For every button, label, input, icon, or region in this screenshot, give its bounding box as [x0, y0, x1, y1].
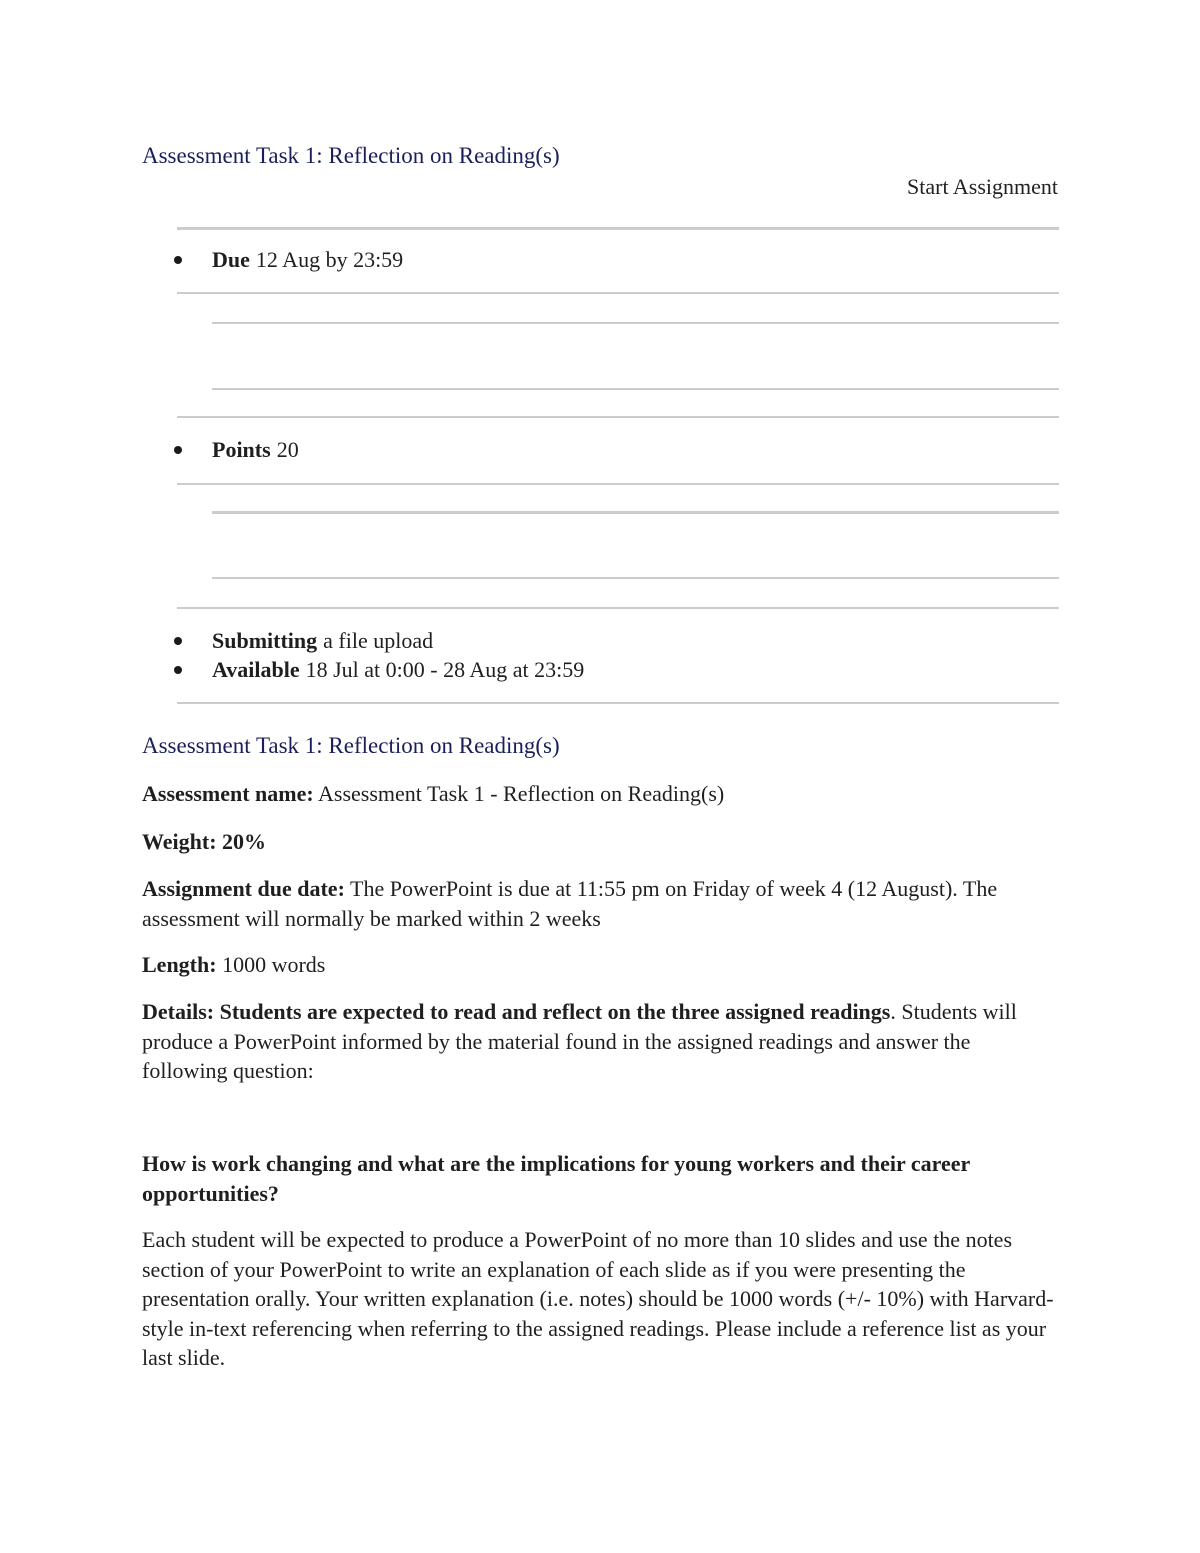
details-paragraph: [142, 997, 1060, 1086]
divider: [177, 483, 1059, 485]
submitting-value: a file upload: [323, 628, 434, 653]
available-label: Available: [212, 657, 300, 682]
instructions-paragraph: Each student will be expected to produce a PowerPoint of no more than 10 slides and use the notes section of your PowerPoint to write an explanation of each slide as if you were presenting the presentation orally. Your written explanation (i.e. notes) should be 1000 words (+/- 10%) with Harvard-style in-text referencing when referring to the assigned readings. Please include a reference list as your last slide.: [142, 1227, 1054, 1370]
assessment-name-label: Assessment name:: [142, 781, 314, 806]
length-value: 1000 words: [222, 952, 326, 977]
points-label: Points: [212, 437, 271, 462]
assessment-name-value: Assessment Task 1 - Reflection on Reading(s): [318, 781, 725, 806]
divider: [212, 322, 1059, 324]
question: How is work changing and what are the implications for young workers and their career opportunities?: [142, 1151, 970, 1206]
list-item-points: [174, 437, 299, 463]
divider: [177, 416, 1059, 418]
points-value: 20: [276, 437, 299, 462]
details-bold-text: Students are expected to read and reflect on the three assigned readings: [219, 999, 891, 1024]
description-title: Assessment Task 1: Reflection on Reading(s): [142, 733, 560, 758]
length-label: Length:: [142, 952, 217, 977]
submitting-label: Submitting: [212, 628, 318, 653]
page-title: Assessment Task 1: Reflection on Reading(s): [142, 143, 560, 168]
list-item-available: [174, 657, 584, 683]
divider: [177, 227, 1059, 230]
divider: [212, 577, 1059, 579]
divider: [177, 292, 1059, 294]
due-date: [142, 874, 1060, 933]
due-date-label: Assignment due date:: [142, 876, 345, 901]
list-item-due: [174, 247, 403, 273]
available-value: 18 Jul at 0:00 - 28 Aug at 23:59: [305, 657, 585, 682]
bullet-icon: [174, 446, 182, 454]
divider: [212, 511, 1059, 514]
due-label: Due: [212, 247, 250, 272]
divider: [212, 388, 1059, 390]
list-item-submitting: [174, 628, 433, 654]
details-text: . Students will produce a PowerPoint informed by the material found in the assigned readings and answer the following question:: [142, 999, 1017, 1083]
assessment-name: [142, 779, 1060, 809]
weight: Weight: 20%: [142, 829, 267, 854]
bullet-icon: [174, 637, 182, 645]
divider: [177, 702, 1059, 704]
length: [142, 950, 1060, 980]
bullet-icon: [174, 666, 182, 674]
due-date-value: The PowerPoint is due at 11:55 pm on Friday of week 4 (12 August). The assessment will normally be marked within 2 weeks: [142, 876, 998, 931]
details-label: Details:: [142, 999, 215, 1024]
bullet-icon: [174, 256, 182, 264]
start-assignment-button[interactable]: Start Assignment: [907, 174, 1058, 199]
due-value: 12 Aug by 23:59: [255, 247, 404, 272]
divider: [177, 607, 1059, 609]
